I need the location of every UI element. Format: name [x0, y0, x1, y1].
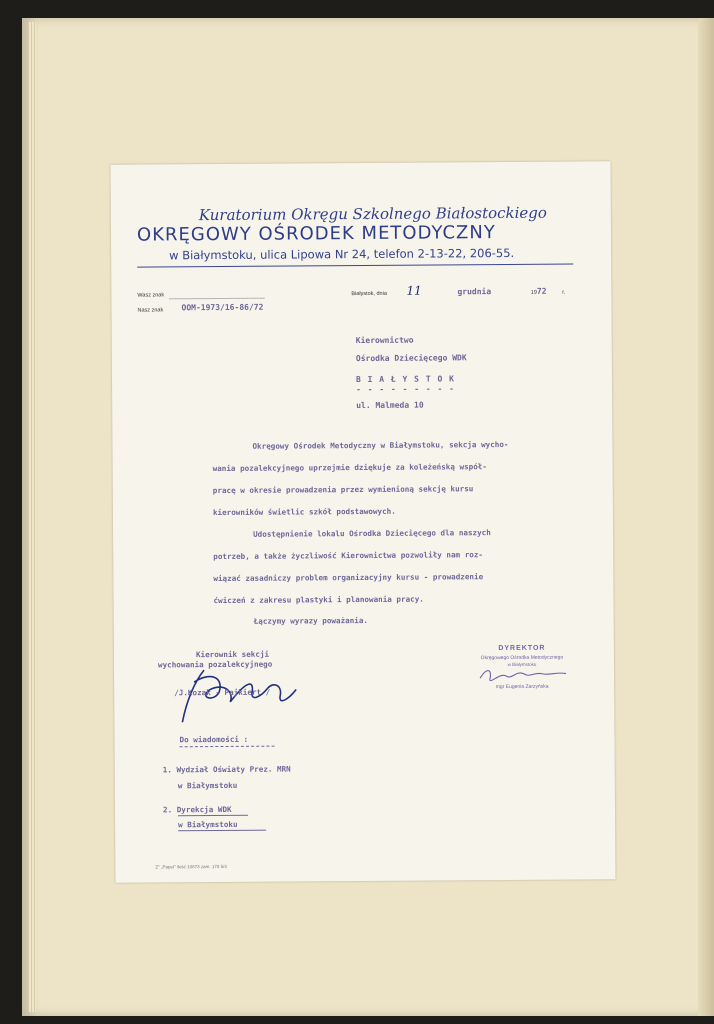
recipient-city-underline: - - - - - - - - -	[356, 384, 455, 395]
recipient-street: ul. Malmeda 10	[356, 400, 424, 411]
distribution-item1: 1. Wydział Oświaty Prez. MRN	[162, 764, 291, 775]
signatory-left-title: Kierownik sekcji	[195, 649, 270, 660]
body-p1-line3: pracę w okresie prowadzenia przez wymienioną sekcję kursu	[212, 484, 474, 496]
signatory-left-name: /J.Kozak - Pajkiert /	[174, 687, 271, 698]
distribution-item1-city: w Białymstoku	[177, 780, 238, 791]
your-ref-line	[169, 298, 264, 300]
our-ref-value: OOM-1973/16-86/72	[181, 302, 264, 313]
body-p2-line2: potrzeb, a także życzliwość Kierownictwa pozwoliły nam roz-	[213, 550, 484, 562]
distribution-item2-city: w Białymstoku	[178, 819, 238, 830]
letterhead-address: w Białymstoku, ulica Lipowa Nr 24, telefon 2-13-22, 206-55.	[169, 245, 515, 263]
stamp-director-line2: w Białymstoku	[507, 661, 537, 667]
your-ref-label: Wasz znak	[137, 292, 165, 299]
stamp-director-name: mgr Eugenia Zarzyńska	[495, 683, 549, 691]
body-p1-line2: wania pozalekcyjnego uprzejmie dziękuje za koleżeńską współ-	[212, 462, 487, 474]
date-line	[351, 279, 565, 299]
recipient-line1: Kierownictwo	[355, 335, 414, 346]
date-year-prefix: 19	[530, 289, 537, 296]
distribution-item2: 2. Dyrekcja WDK	[162, 804, 232, 815]
body-p1-line1: Okręgowy Ośrodek Metodyczny w Białymstoku, sekcja wycho-	[252, 439, 509, 451]
binding-shadow	[698, 18, 714, 1016]
letterhead-title: OKRĘGOWY OŚRODEK METODYCZNY	[136, 222, 496, 246]
date-month: grudnia	[457, 287, 492, 297]
date-day: 11	[406, 283, 422, 298]
signatory-left-subtitle: wychowania pozalekcyjnego	[157, 659, 273, 670]
distribution-item2-city-underline	[178, 830, 266, 832]
stamp-director-title: DYREKTOR	[498, 644, 546, 653]
date-place: Białystok, dnia	[351, 290, 387, 298]
recipient-city: B I A Ł Y S T O K	[355, 374, 455, 385]
body-p2-line1: Udostępnienie lokalu Ośrodka Dziecięcego dla naszych	[253, 528, 491, 539]
date-year: 72	[536, 286, 547, 296]
our-ref-label: Nasz znak	[137, 307, 164, 314]
letter-document	[110, 161, 615, 882]
page-stack-edge	[28, 22, 36, 1012]
distribution-item2-underline	[178, 815, 248, 816]
body-closing: Łączymy wyrazy poważania.	[253, 615, 369, 626]
printer-footer: Z" „Papel" ilość 10873 zam. 178 5/4	[155, 863, 227, 870]
body-p1-line4: kierowników świetlic szkół podstawowych.	[212, 506, 396, 518]
body-p2-line3: wiązać zasadniczy problem organizacyjny kursu - prowadzenie	[213, 572, 484, 584]
letterhead-institution: Kuratorium Okręgu Szkolnego Białostockiego	[198, 203, 547, 225]
date-suffix: r.	[562, 289, 566, 296]
letterhead-divider	[137, 264, 573, 268]
distribution-heading-underline	[180, 746, 275, 748]
distribution-heading: Do wiadomości :	[179, 734, 249, 745]
recipient-line2: Ośrodka Dziecięcego WDK	[355, 353, 467, 364]
stamp-director-line1: Okręgowego Ośrodka Metodycznego	[480, 654, 564, 662]
body-p2-line4: ćwiczeń z zakresu plastyki i planowania pracy.	[213, 594, 424, 606]
